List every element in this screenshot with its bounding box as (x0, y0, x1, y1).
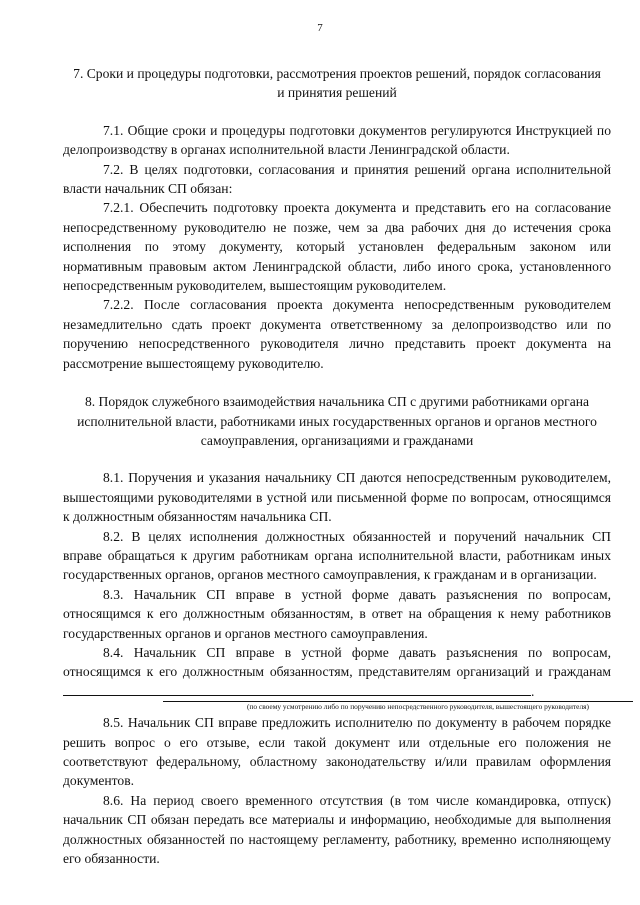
paragraph-7-1: 7.1. Общие сроки и процедуры подготовки документов регулируются Инструкцией по делопроизводству в органах исполнительной власти Ленинградской области. (63, 122, 611, 158)
page-number: 7 (317, 22, 323, 34)
paragraph-8-3: 8.3. Начальник СП вправе в устной форме давать разъяснения по вопросам, относящимся к его должностным обязанностям, в ответ на обращения к нему работников государственных органов и органов местного самоуправления. (63, 586, 611, 641)
blank-line-footnote: (по своему усмотрению либо по поручению непосредственного руководителя, вышестоящего руководителя) (163, 701, 633, 711)
paragraph-7-2-2: 7.2.2. После согласования проекта документа непосредственным руководителем незамедлительно сдать проект документа ответственному за делопроизводство или по поручению непосредственного руководителя лично представить проект документа на рассмотрение вышестоящему руководителю. (63, 297, 611, 371)
paragraph-7-2: 7.2. В целях подготовки, согласования и принятия решений органа исполнительной власти начальник СП обязан: (63, 161, 611, 197)
paragraph-7-2-1: 7.2.1. Обеспечить подготовку проекта документа и представить его на согласование непосредственному руководителю не позже, чем за два рабочих дня до истечения срока исполнения по этому документу, который установлен федеральным законом или нормативным правовым актом Ленинградской области, либо иного срока, установленного непосредственным руководителем, вышестоящим руководителем. (63, 200, 611, 294)
paragraph-8-4 (63, 643, 611, 701)
section-8-heading: 8. Порядок служебного взаимодействия начальника СП с другими работниками органа исполнительной власти, работниками иных государственных органов и органов местного самоуправления, организациями и гражданами (77, 394, 597, 448)
paragraph-8-5: 8.5. Начальник СП вправе предложить исполнителю по документу в рабочем порядке решить вопрос о его отзыве, если такой документ или отдельные его положения не соответствуют федеральному, областному законодательству и/или правилам оформления документов. (63, 715, 611, 789)
section-spacer (63, 373, 611, 392)
paragraph-8-4-text: 8.4. Начальник СП вправе в устной форме давать разъяснения по вопросам, относящимся к его должностным обязанностям, представителям организаций и гражданам (63, 644, 611, 680)
section-7-heading: 7. Сроки и процедуры подготовки, рассмотрения проектов решений, порядок согласования и принятия решений (73, 66, 601, 101)
paragraph-8-6: 8.6. На период своего временного отсутствия (в том числе командировка, отпуск) начальник СП обязан передать все материалы и информацию, необходимые для выполнения должностных обязанностей по настоящему регламенту, работнику, временно исполняющему его обязанности. (63, 792, 611, 867)
paragraph-8-4-end: . (531, 683, 535, 699)
document-body (63, 64, 611, 868)
paragraph-8-2: 8.2. В целях исполнения должностных обязанностей и поручений начальник СП вправе обращаться к другим работникам органа исполнительной власти, работникам иных государственных органов, органов местного самоуправления, к гражданам и в организации. (63, 528, 611, 583)
paragraph-8-1: 8.1. Поручения и указания начальнику СП даются непосредственным руководителем, вышестоящими руководителями в устной или письменной форме по вопросам, относящимся к должностным обязанностям начальника СП. (63, 470, 611, 525)
fill-in-blank-line (63, 683, 531, 696)
